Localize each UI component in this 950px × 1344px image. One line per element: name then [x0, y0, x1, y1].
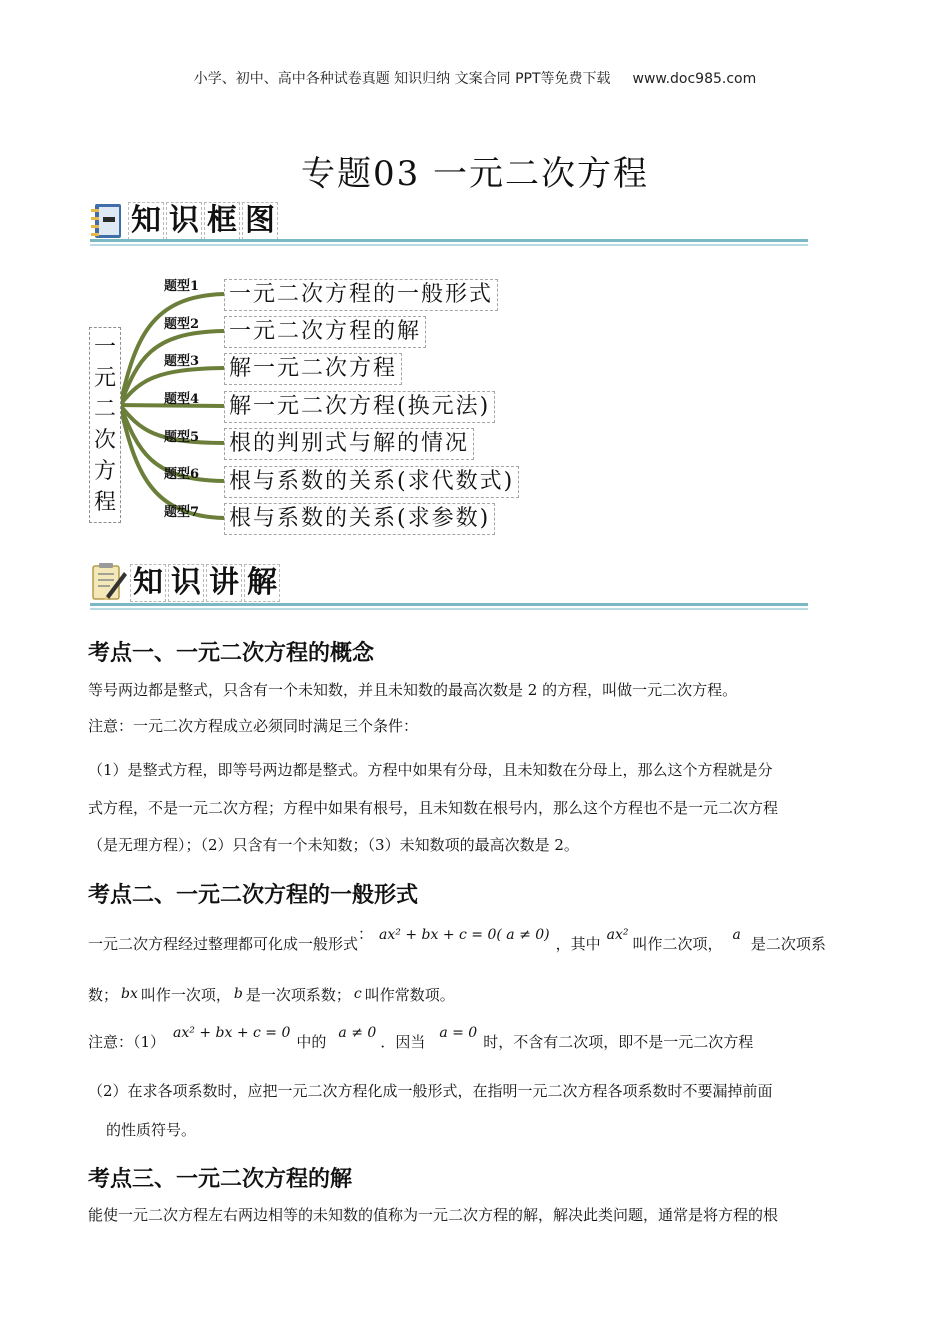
section-heading-knowledge-explain [90, 562, 280, 602]
text: 一元二次方程经过整理都可化成一般形式 [88, 935, 359, 953]
mindmap-root [89, 327, 121, 523]
kp1-heading: 考点一、一元二次方程的概念 [88, 641, 375, 666]
branch-item: 解一元二次方程 [224, 353, 402, 385]
var-c: c [353, 986, 362, 1002]
kp2-general-form-line2 [88, 985, 455, 1006]
kp2-general-form-line1 [88, 925, 826, 955]
heading-char: 解 [244, 564, 280, 602]
text: ，其中 [555, 935, 601, 953]
header-site-text: 小学、初中、高中各种试卷真题 知识归纳 文案合同 PPT等免费下载 [193, 71, 611, 87]
branch-tag: 题型6 [164, 467, 200, 482]
text: 注意：（1） [88, 1033, 166, 1051]
text: ： [358, 925, 374, 943]
kp2-note2-line2: 的性质符号。 [106, 1121, 197, 1139]
text: 叫作二次项， [632, 935, 723, 953]
root-char: 方 [93, 459, 116, 484]
text: 叫作一次项， [140, 986, 231, 1004]
kp3-heading: 考点三、一元二次方程的解 [88, 1167, 353, 1192]
root-char: 元 [93, 366, 116, 391]
branch-tag: 题型5 [164, 430, 200, 445]
page-title: 专题03 一元二次方程 [300, 154, 650, 194]
branch-tag: 题型4 [164, 392, 200, 407]
branch-item: 根与系数的关系(求代数式) [224, 466, 519, 498]
formula-general-form: ax² + bx + c = 0( a ≠ 0) [379, 927, 550, 943]
text: 数； [88, 986, 119, 1004]
kp1-condition-line1: （1）是整式方程，即等号两边都是整式。方程中如果有分母，且未知数在分母上，那么这个方程就是分 [88, 761, 773, 779]
section-rule [90, 603, 808, 606]
branch-item: 根的判别式与解的情况 [224, 428, 474, 460]
branch-item: 一元二次方程的解 [224, 316, 426, 348]
branch-tag: 题型7 [164, 505, 200, 520]
text: 是一次项系数； [245, 986, 351, 1004]
header-url[interactable]: www.doc985.com [632, 71, 757, 87]
branch-tag: 题型2 [164, 317, 200, 332]
root-char: 程 [93, 490, 116, 515]
heading-char: 框 [204, 202, 240, 240]
kp1-condition-line3: （是无理方程）；（2）只含有一个未知数；（3）未知数项的最高次数是 2。 [88, 836, 579, 854]
root-char: 次 [93, 428, 116, 453]
kp1-definition: 等号两边都是整式，只含有一个未知数，并且未知数的最高次数是 2 的方程，叫做一元二次方程。 [88, 681, 738, 699]
heading-char: 识 [166, 202, 202, 240]
heading-char: 知 [130, 564, 166, 602]
branch-tag: 题型3 [164, 354, 200, 369]
notepad-pencil-icon [90, 562, 128, 602]
root-char: 一 [93, 335, 116, 360]
kp2-note2-line1: （2）在求各项系数时，应把一元二次方程化成一般形式，在指明一元二次方程各项系数时不要漏掉前面 [88, 1082, 773, 1100]
formula-equation: ax² + bx + c = 0 [173, 1025, 291, 1041]
formula-a-not-zero: a ≠ 0 [338, 1025, 377, 1041]
heading-char: 知 [128, 202, 164, 240]
formula-a-zero: a = 0 [439, 1025, 478, 1041]
kp1-note: 注意：一元二次方程成立必须同时满足三个条件： [88, 717, 419, 735]
branch-item: 解一元二次方程(换元法) [224, 391, 495, 423]
heading-char: 图 [242, 202, 278, 240]
root-char: 二 [93, 397, 116, 422]
branch-item: 根与系数的关系(求参数) [224, 503, 495, 535]
text: 是二次项系 [750, 935, 826, 953]
branch-tag: 题型1 [164, 279, 200, 294]
kp2-note1 [88, 1025, 754, 1053]
heading-char: 讲 [206, 564, 242, 602]
var-bx: bx [121, 986, 138, 1002]
text: 时，不含有二次项，即不是一元二次方程 [483, 1033, 754, 1051]
kp3-definition: 能使一元二次方程左右两边相等的未知数的值称为一元二次方程的解，解决此类问题，通常是将方程的根 [88, 1206, 779, 1224]
kp2-heading: 考点二、一元二次方程的一般形式 [88, 883, 419, 908]
section-rule-light [90, 608, 808, 610]
var-a: a [732, 927, 741, 943]
heading-char: 识 [168, 564, 204, 602]
branch-item: 一元二次方程的一般形式 [224, 279, 498, 311]
text: 中的 [296, 1033, 327, 1051]
var-b: b [233, 986, 243, 1002]
text: ．因当 [380, 1033, 426, 1051]
kp1-condition-line2: 式方程，不是一元二次方程；方程中如果有根号，且未知数在根号内，那么这个方程也不是一元二次方程 [88, 799, 779, 817]
text: 叫作常数项。 [364, 986, 455, 1004]
formula-ax2: ax² [606, 927, 629, 943]
